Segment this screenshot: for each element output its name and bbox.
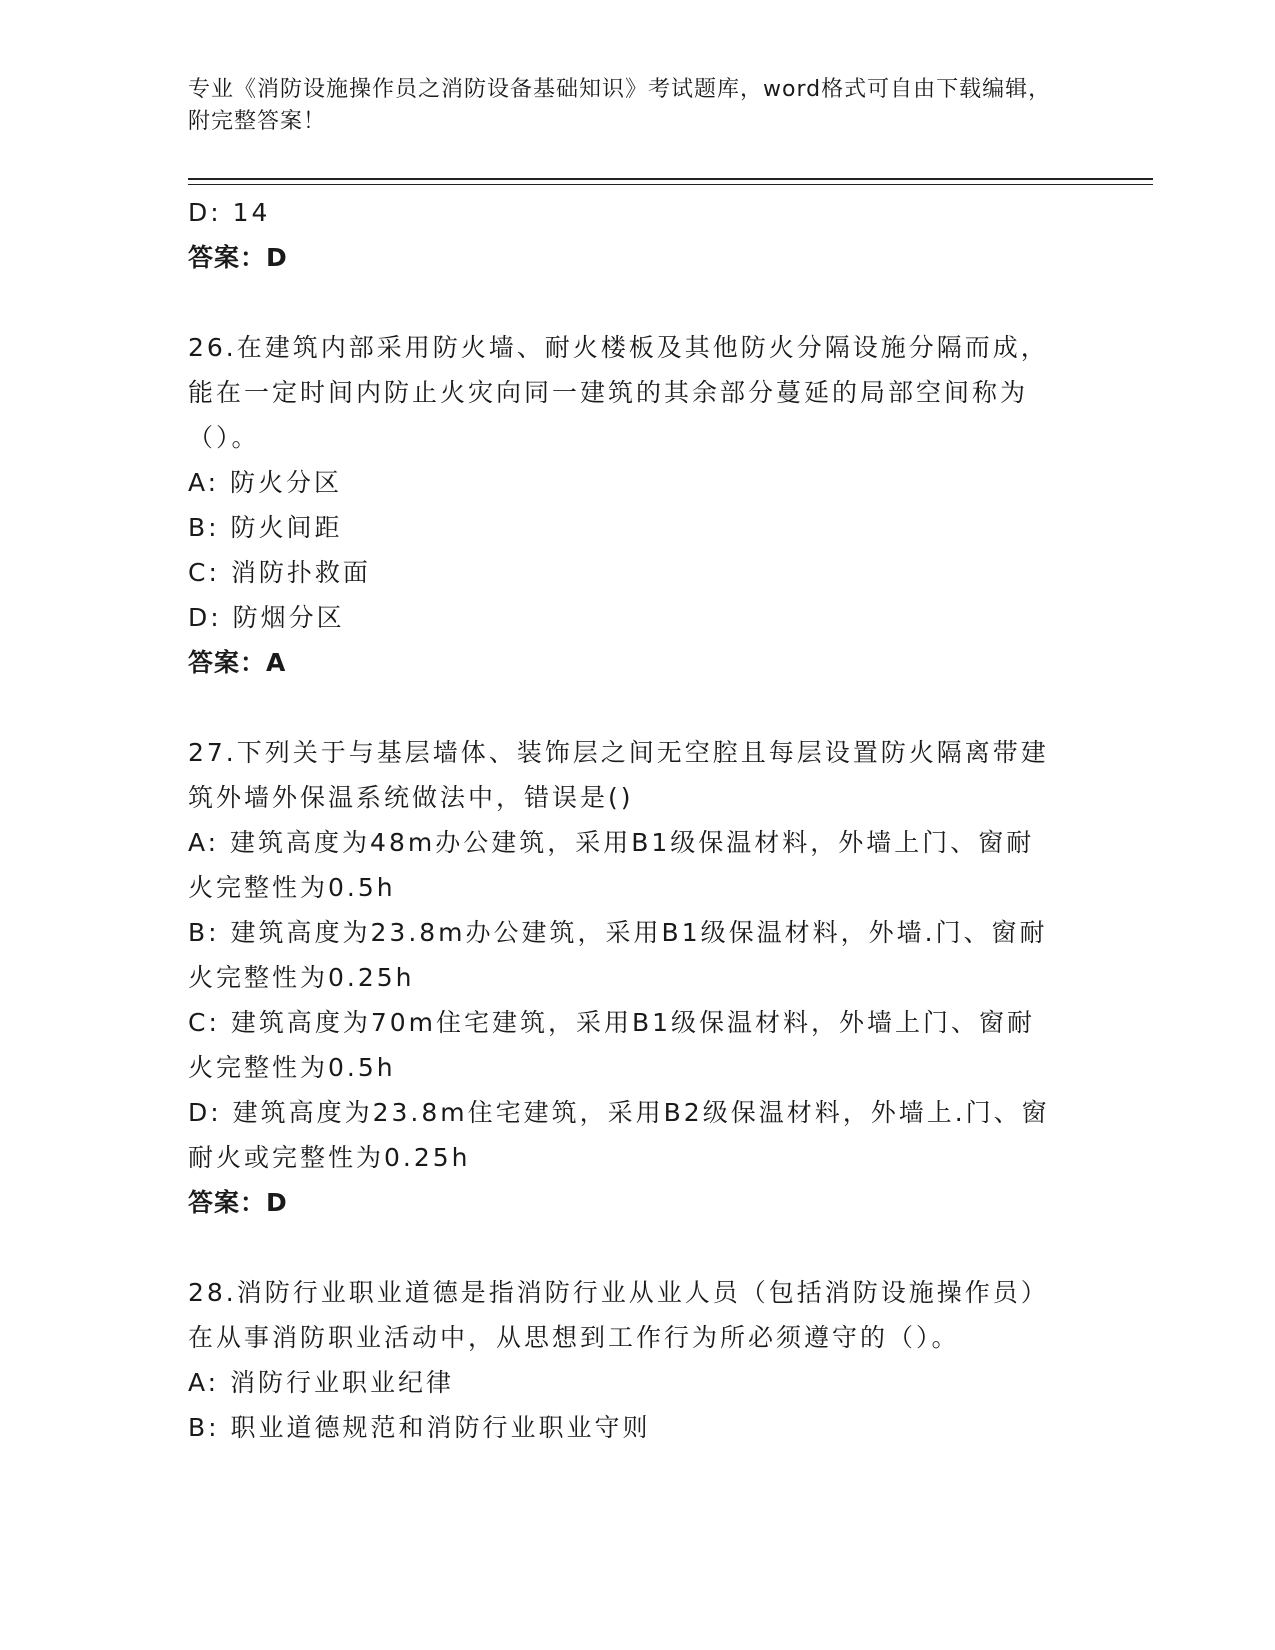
question-line: A: 建筑高度为48m办公建筑，采用B1级保温材料，外墙上门、窗耐 [188, 828, 1035, 857]
question-line: A: 消防行业职业纪律 [188, 1368, 455, 1397]
question-line: B: 建筑高度为23.8m办公建筑，采用B1级保温材料，外墙.门、窗耐 [188, 918, 1048, 947]
question-block [188, 325, 1078, 685]
question-block [188, 730, 1078, 1225]
question-block [188, 1270, 1078, 1450]
question-line: 火完整性为0.5h [188, 1053, 396, 1082]
question-line: （）。 [188, 423, 260, 452]
question-line: D: 建筑高度为23.8m住宅建筑，采用B2级保温材料，外墙上.门、窗 [188, 1098, 1050, 1127]
block-spacer [188, 685, 1078, 730]
question-line: 27.下列关于与基层墙体、装饰层之间无空腔且每层设置防火隔离带建 [188, 738, 1049, 767]
answer-line: 答案：D [188, 1188, 288, 1217]
question-line: 能在一定时间内防止火灾向同一建筑的其余部分蔓延的局部空间称为 [188, 378, 1029, 407]
header-rule [188, 178, 1153, 180]
question-line: 筑外墙外保温系统做法中，错误是() [188, 783, 634, 812]
block-spacer [188, 1225, 1078, 1270]
question-line: 火完整性为0.5h [188, 873, 396, 902]
answer-line: 答案：A [188, 648, 287, 677]
answer-line: 答案：D [188, 243, 288, 272]
question-line: B: 防火间距 [188, 513, 343, 542]
question-line: 28.消防行业职业道德是指消防行业从业人员（包括消防设施操作员） [188, 1278, 1049, 1307]
header-rule-thin [188, 184, 1153, 185]
question-line: D: 14 [188, 198, 271, 227]
question-line: B: 职业道德规范和消防行业职业守则 [188, 1413, 651, 1442]
question-line: 耐火或完整性为0.25h [188, 1143, 471, 1172]
question-block [188, 190, 1078, 280]
question-line: 26.在建筑内部采用防火墙、耐火楼板及其他防火分隔设施分隔而成， [188, 333, 1049, 362]
question-line: A: 防火分区 [188, 468, 343, 497]
question-list [188, 190, 1078, 1450]
question-line: D: 防烟分区 [188, 603, 345, 632]
block-spacer [188, 280, 1078, 325]
question-line: 火完整性为0.25h [188, 963, 415, 992]
question-line: 在从事消防职业活动中，从思想到工作行为所必须遵守的（）。 [188, 1323, 960, 1352]
question-line: C: 消防扑救面 [188, 558, 371, 587]
question-line: C: 建筑高度为70m住宅建筑，采用B1级保温材料，外墙上门、窗耐 [188, 1008, 1036, 1037]
document-header: 专业《消防设施操作员之消防设备基础知识》考试题库，word格式可自由下载编辑，附完整答案！ [188, 77, 1052, 134]
